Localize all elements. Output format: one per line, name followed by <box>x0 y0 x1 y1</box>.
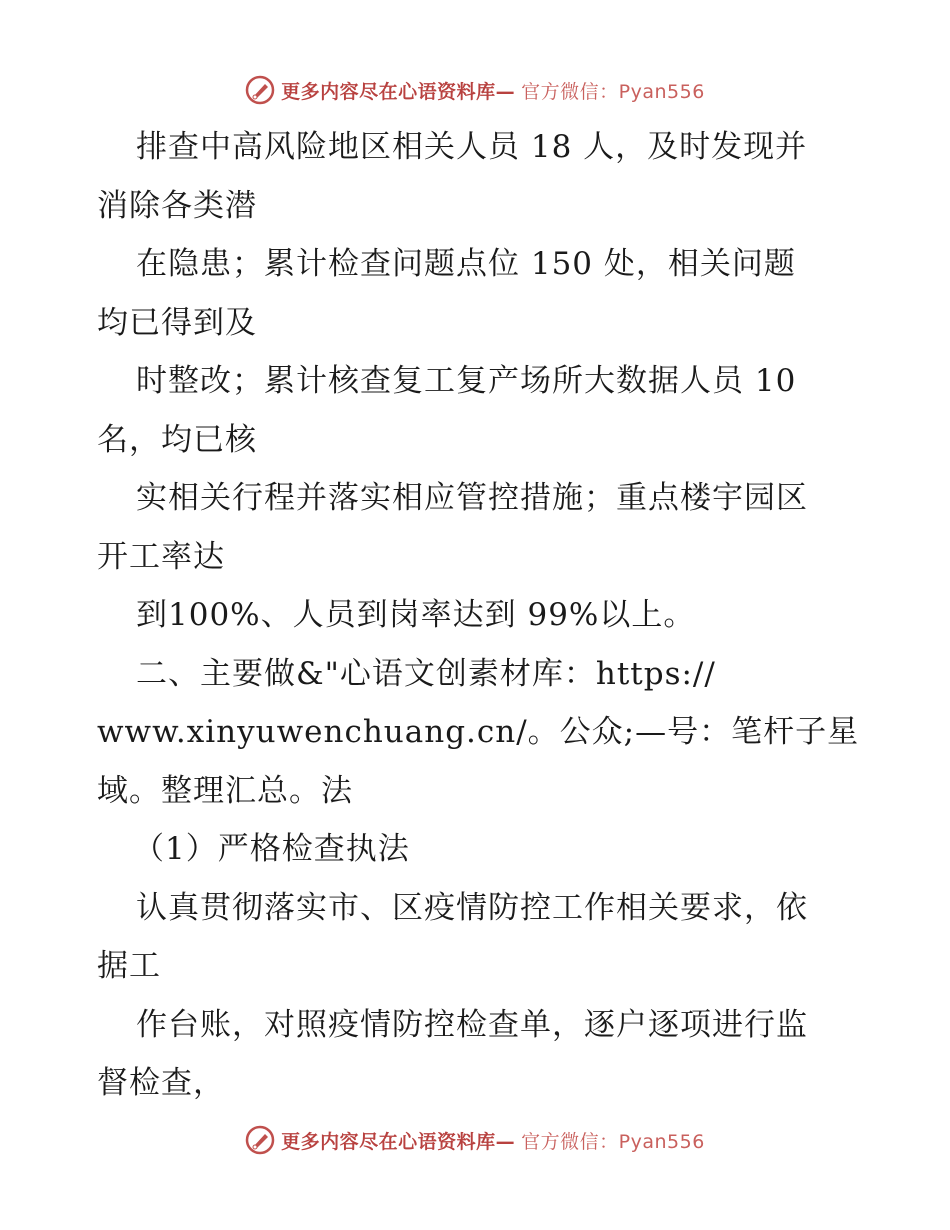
watermark-contact: 官方微信：Pyan556 <box>521 80 705 103</box>
header-watermark <box>0 72 950 108</box>
body-line: 名，均已核 <box>97 421 257 458</box>
watermark-text: 更多内容尽在心语资料库— <box>281 1130 516 1153</box>
subsection-heading: （1）严格检查执法 <box>133 831 410 867</box>
body-line: www.xinyuwenchuang.cn/。公众;—号：笔杆子星 <box>97 714 860 750</box>
document-body <box>97 118 860 1113</box>
body-line: 作台账，对照疫情防控检查单，逐户逐项进行监 <box>136 1006 808 1043</box>
body-line: 在隐患；累计检查问题点位 150 处，相关问题 <box>136 246 796 282</box>
pen-logo-icon <box>245 75 275 105</box>
pen-logo-icon <box>245 1125 275 1155</box>
section-heading: 二、主要做&"心语文创素材库：https:// <box>136 655 716 692</box>
body-line: 开工率达 <box>97 538 225 575</box>
body-line: 排查中高风险地区相关人员 18 人，及时发现并 <box>136 129 808 165</box>
body-line: 据工 <box>97 948 161 984</box>
watermark-contact: 官方微信：Pyan556 <box>521 1130 705 1153</box>
body-line: 均已得到及 <box>97 304 257 341</box>
body-line: 实相关行程并落实相应管控措施；重点楼宇园区 <box>136 480 808 516</box>
body-line: 消除各类潜 <box>97 187 257 224</box>
footer-watermark <box>0 1122 950 1158</box>
body-line: 认真贯彻落实市、区疫情防控工作相关要求，依 <box>136 889 808 926</box>
body-line: 督检查， <box>97 1065 225 1101</box>
watermark-text: 更多内容尽在心语资料库— <box>281 80 516 103</box>
body-line: 到100%、人员到岗率达到 99%以上。 <box>136 597 696 633</box>
body-line: 域。整理汇总。法 <box>97 772 353 809</box>
body-line: 时整改；累计核查复工复产场所大数据人员 10 <box>136 363 797 399</box>
